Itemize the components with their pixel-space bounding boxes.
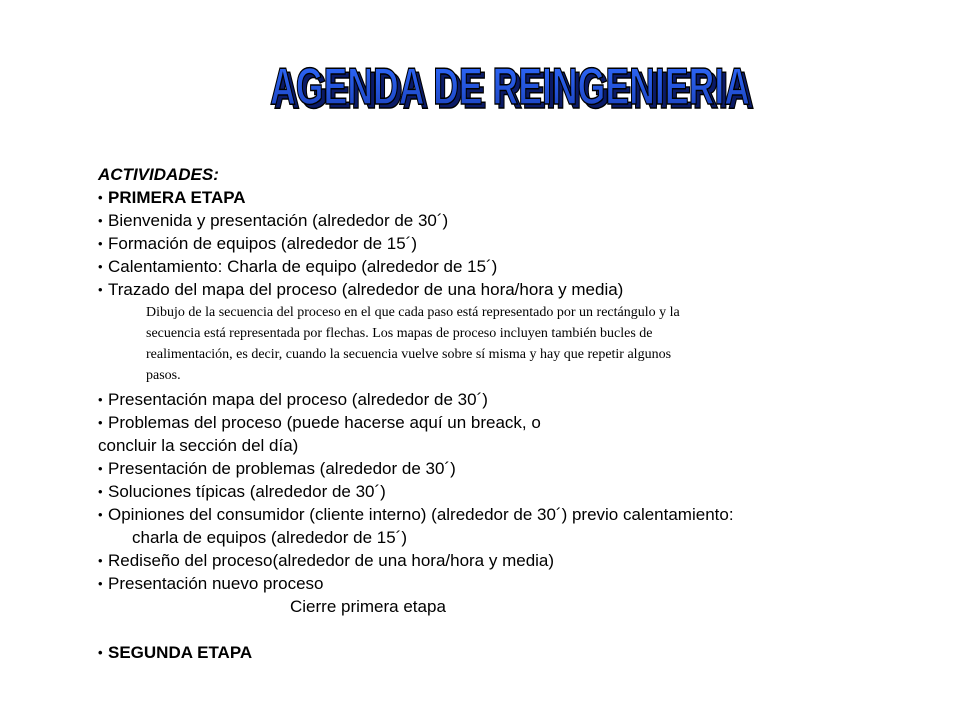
item-map-presentation: Presentación mapa del proceso (alrededor de 30´): [108, 390, 488, 409]
item-consumer-opinions: Opiniones del consumidor (cliente interno) (alrededor de 30´) previo calentamiento:: [108, 505, 734, 524]
title-text: AGENDA DE REINGENIERIA: [270, 58, 750, 116]
bullet-icon: •: [98, 484, 103, 499]
item-typical-solutions: Soluciones típicas (alrededor de 30´): [108, 482, 386, 501]
bullet-icon: •: [98, 392, 103, 407]
title-shadow: AGENDA DE REINGENIERIA: [274, 62, 754, 120]
item-problems-presentation: Presentación de problemas (alrededor de 30´): [108, 459, 456, 478]
list-item: [98, 480, 918, 503]
item-new-process: Presentación nuevo proceso: [108, 574, 324, 593]
description-line: secuencia está representada por flechas. Los mapas de proceso incluyen también bucles de: [146, 326, 653, 341]
bullet-icon: •: [98, 507, 103, 522]
bullet-icon: •: [98, 645, 103, 660]
list-item: [98, 232, 918, 255]
process-map-description: [146, 301, 906, 388]
list-item: [98, 278, 918, 301]
bullet-icon: •: [98, 461, 103, 476]
list-item: [98, 572, 918, 595]
bullet-icon: •: [98, 190, 103, 205]
second-stage-label: SEGUNDA ETAPA: [108, 643, 253, 662]
item-warmup: Calentamiento: Charla de equipo (alrededor de 15´): [108, 257, 498, 276]
list-item: [98, 411, 918, 434]
bullet-icon: •: [98, 553, 103, 568]
list-item: [98, 503, 918, 526]
list-item: [98, 209, 918, 232]
spacer: [98, 618, 918, 641]
bullet-icon: •: [98, 259, 103, 274]
description-line: pasos.: [146, 368, 181, 383]
bullet-icon: •: [98, 236, 103, 251]
item-welcome: Bienvenida y presentación (alrededor de 30´): [108, 211, 449, 230]
bullet-icon: •: [98, 415, 103, 430]
list-item: [98, 641, 918, 664]
list-item: [98, 457, 918, 480]
bullet-icon: •: [98, 213, 103, 228]
item-process-problems: Problemas del proceso (puede hacerse aquí un breack, o: [108, 413, 541, 432]
list-item: [98, 549, 918, 572]
item-consumer-opinions-cont: charla de equipos (alrededor de 15´): [132, 528, 408, 547]
item-teams: Formación de equipos (alrededor de 15´): [108, 234, 418, 253]
first-stage-label: PRIMERA ETAPA: [108, 188, 246, 207]
description-line: Dibujo de la secuencia del proceso en el que cada paso está representado por un rectángulo y la: [146, 305, 680, 320]
closing-first-stage: Cierre primera etapa: [290, 597, 446, 616]
activities-heading: ACTIVIDADES:: [98, 165, 219, 184]
list-item: [98, 255, 918, 278]
list-item: [98, 388, 918, 411]
wordart-title: [255, 18, 765, 130]
item-process-problems-cont: concluir la sección del día): [98, 436, 299, 455]
bullet-icon: •: [98, 576, 103, 591]
agenda-content: [98, 163, 918, 664]
item-redesign: Rediseño del proceso(alrededor de una hora/hora y media): [108, 551, 555, 570]
item-process-map: Trazado del mapa del proceso (alrededor de una hora/hora y media): [108, 280, 624, 299]
list-item: [98, 186, 918, 209]
bullet-icon: •: [98, 282, 103, 297]
description-line: realimentación, es decir, cuando la secuencia vuelve sobre sí misma y hay que repetir algunos: [146, 347, 672, 362]
